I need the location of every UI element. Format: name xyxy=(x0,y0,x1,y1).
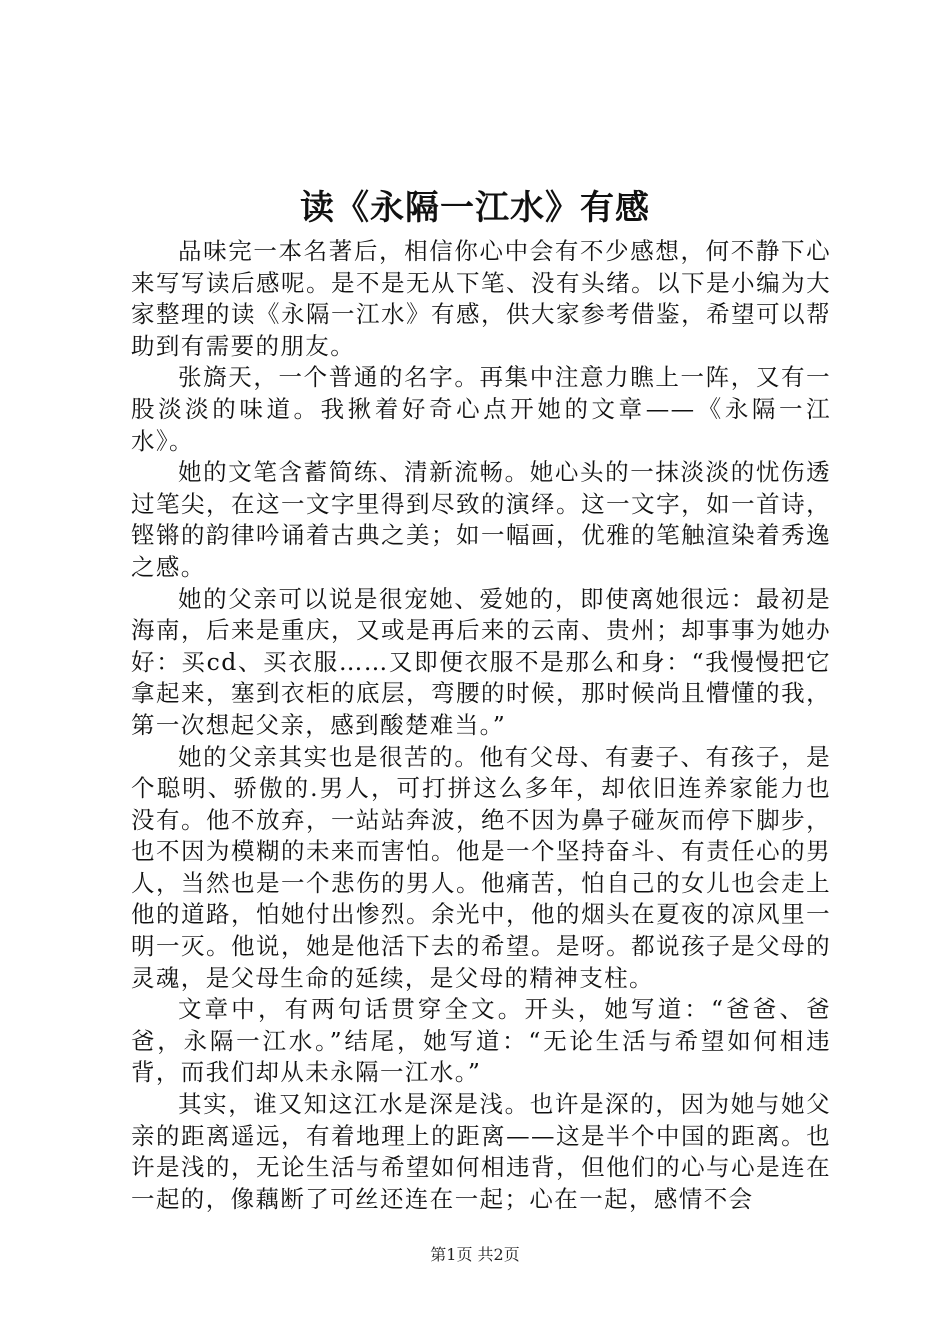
body-paragraph-5: 她的父亲其实也是很苦的。他有父母、有妻子、有孩子，是个聪明、骄傲的.男人，可打拼这么多年，却依旧连养家能力也没有。他不放弃，一站站奔波，绝不因为鼻子碰灰而停下脚步，也不因为模糊的未来而害怕。他是一个坚持奋斗、有责任心的男人，当然也是一个悲伤的男人。他痛苦，怕自己的女儿也会走上他的道路，怕她付出惨烈。余光中，他的烟头在夏夜的凉风里一明一灭。他说，她是他活下去的希望。是呀。都说孩子是父母的灵魂，是父母生命的延续，是父母的精神支柱。 xyxy=(131,742,831,992)
body-paragraph-4: 她的父亲可以说是很宠她、爱她的，即使离她很远：最初是海南，后来是重庆，又或是再后来的云南、贵州；却事事为她办好：买cd、买衣服……又即便衣服不是那么和身：“我慢慢把它拿起来，塞到衣柜的底层，弯腰的时候，那时候尚且懵懂的我，第一次想起父亲，感到酸楚难当。” xyxy=(131,584,831,739)
body-paragraph-7: 其实，谁又知这江水是深是浅。也许是深的，因为她与她父亲的距离遥远，有着地理上的距离——这是半个中国的距离。也许是浅的，无论生活与希望如何相违背，但他们的心与心是连在一起的，像藕断了可丝还连在一起；心在一起，感情不会 xyxy=(131,1090,831,1213)
document-body xyxy=(131,236,831,1215)
body-paragraph-6: 文章中，有两句话贯穿全文。开头，她写道：“爸爸、爸爸，永隔一江水。”结尾，她写道：“无论生活与希望如何相违背，而我们却从未永隔一江水。” xyxy=(131,995,831,1087)
body-paragraph-1: 品味完一本名著后，相信你心中会有不少感想，何不静下心来写写读后感呢。是不是无从下笔、没有头绪。以下是小编为大家整理的读《永隔一江水》有感，供大家参考借鉴，希望可以帮助到有需要的朋友。 xyxy=(131,237,831,360)
body-paragraph-3: 她的文笔含蓄简练、清新流畅。她心头的一抹淡淡的忧伤透过笔尖，在这一文字里得到尽致的演绎。这一文字，如一首诗，铿锵的韵律吟诵着古典之美；如一幅画，优雅的笔触渲染着秀逸之感。 xyxy=(131,458,831,581)
document-title: 读《永隔一江水》有感 xyxy=(300,188,650,228)
page-number-footer: 第1页 共2页 xyxy=(430,1245,520,1264)
body-paragraph-2: 张旖天，一个普通的名字。再集中注意力瞧上一阵，又有一股淡淡的味道。我揪着好奇心点开她的文章——《永隔一江水》。 xyxy=(131,363,831,455)
